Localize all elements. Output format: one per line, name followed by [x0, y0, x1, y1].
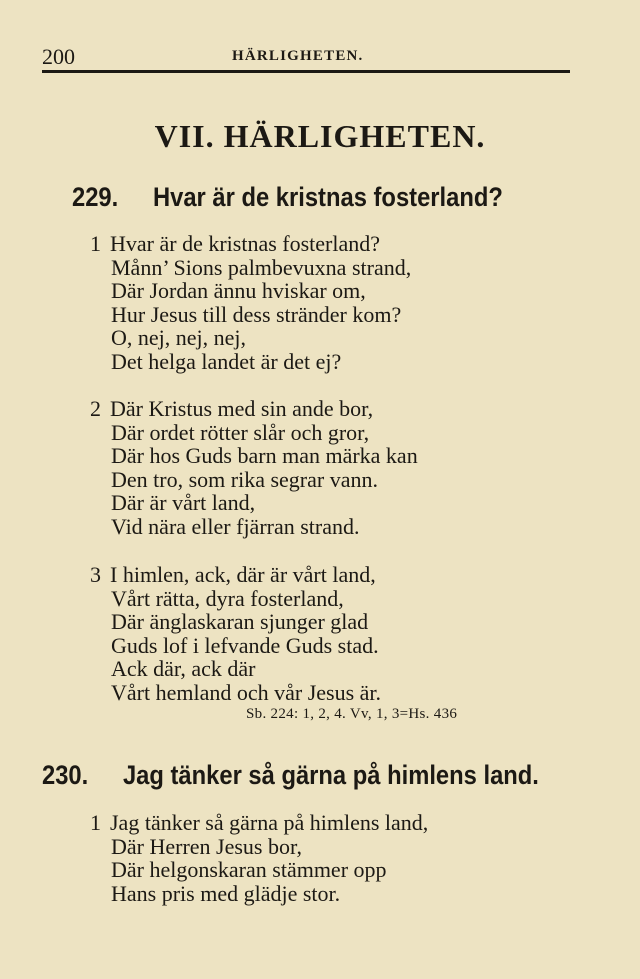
- verse-line: Där ordet rötter slår och gror,: [111, 419, 370, 445]
- stanza-229-3: [90, 563, 381, 704]
- verse-line: 1 Jag tänker så gärna på himlens land,: [90, 810, 429, 835]
- hymn-title-230: [42, 760, 539, 791]
- hymn-title-229: [72, 182, 503, 213]
- verse-line: O, nej, nej, nej,: [111, 325, 247, 350]
- verse-line: Månn’ Sions palmbevuxna strand,: [111, 254, 412, 280]
- section-title: VII. HÄRLIGHETEN.: [154, 118, 486, 154]
- verse-line: Där är vårt land,: [111, 490, 256, 515]
- stanza-229-1: [90, 232, 411, 373]
- verse-line: Där änglaskaran sjunger glad: [111, 609, 369, 634]
- stanza-number: 1: [90, 231, 101, 256]
- verse-line: Där helgonskaran stämmer opp: [111, 857, 387, 882]
- header-rule: [42, 70, 570, 73]
- verse-line: Ack där, ack där: [111, 656, 256, 681]
- verse-line: Guds lof i lefvande Guds stad.: [111, 632, 379, 658]
- verse-line: Där Herren Jesus bor,: [111, 833, 302, 859]
- hymn-title-text: Jag tänker så gärna på himlens land.: [122, 760, 539, 790]
- verse-line: Vårt rätta, dyra fosterland,: [111, 585, 344, 611]
- verse-line: Där hos Guds barn man märka kan: [111, 443, 418, 468]
- hymn-reference: Sb. 224: 1, 2, 4. Vv, 1, 3=Hs. 436: [246, 706, 458, 722]
- verse-line: 2 Där Kristus med sin ande bor,: [90, 396, 374, 421]
- stanza-number: 1: [90, 810, 101, 835]
- verse-line: 3 I himlen, ack, där är vårt land,: [90, 562, 376, 587]
- verse-line: Den tro, som rika segrar vann.: [111, 466, 378, 492]
- verse-line: Det helga landet är det ej?: [111, 348, 342, 374]
- hymn-number: 230.: [42, 760, 89, 790]
- running-title: HÄRLIGHETEN.: [232, 48, 364, 64]
- verse-line: Hans pris med glädje stor.: [111, 880, 341, 906]
- stanza-number: 3: [90, 562, 101, 587]
- page-number: 200: [42, 44, 75, 69]
- verse-line: Vårt hemland och vår Jesus är.: [111, 679, 382, 705]
- hymn-number: 229.: [72, 182, 119, 212]
- stanza-number: 2: [90, 396, 101, 421]
- verse-line: 1 Hvar är de kristnas fosterland?: [90, 231, 381, 256]
- stanza-230-1: [90, 811, 428, 905]
- stanza-229-2: [90, 397, 418, 538]
- hymn-title-text: Hvar är de kristnas fosterland?: [152, 182, 503, 212]
- verse-line: Där Jordan ännu hviskar om,: [111, 278, 366, 303]
- verse-line: Vid nära eller fjärran strand.: [111, 513, 360, 539]
- verse-line: Hur Jesus till dess stränder kom?: [111, 301, 402, 327]
